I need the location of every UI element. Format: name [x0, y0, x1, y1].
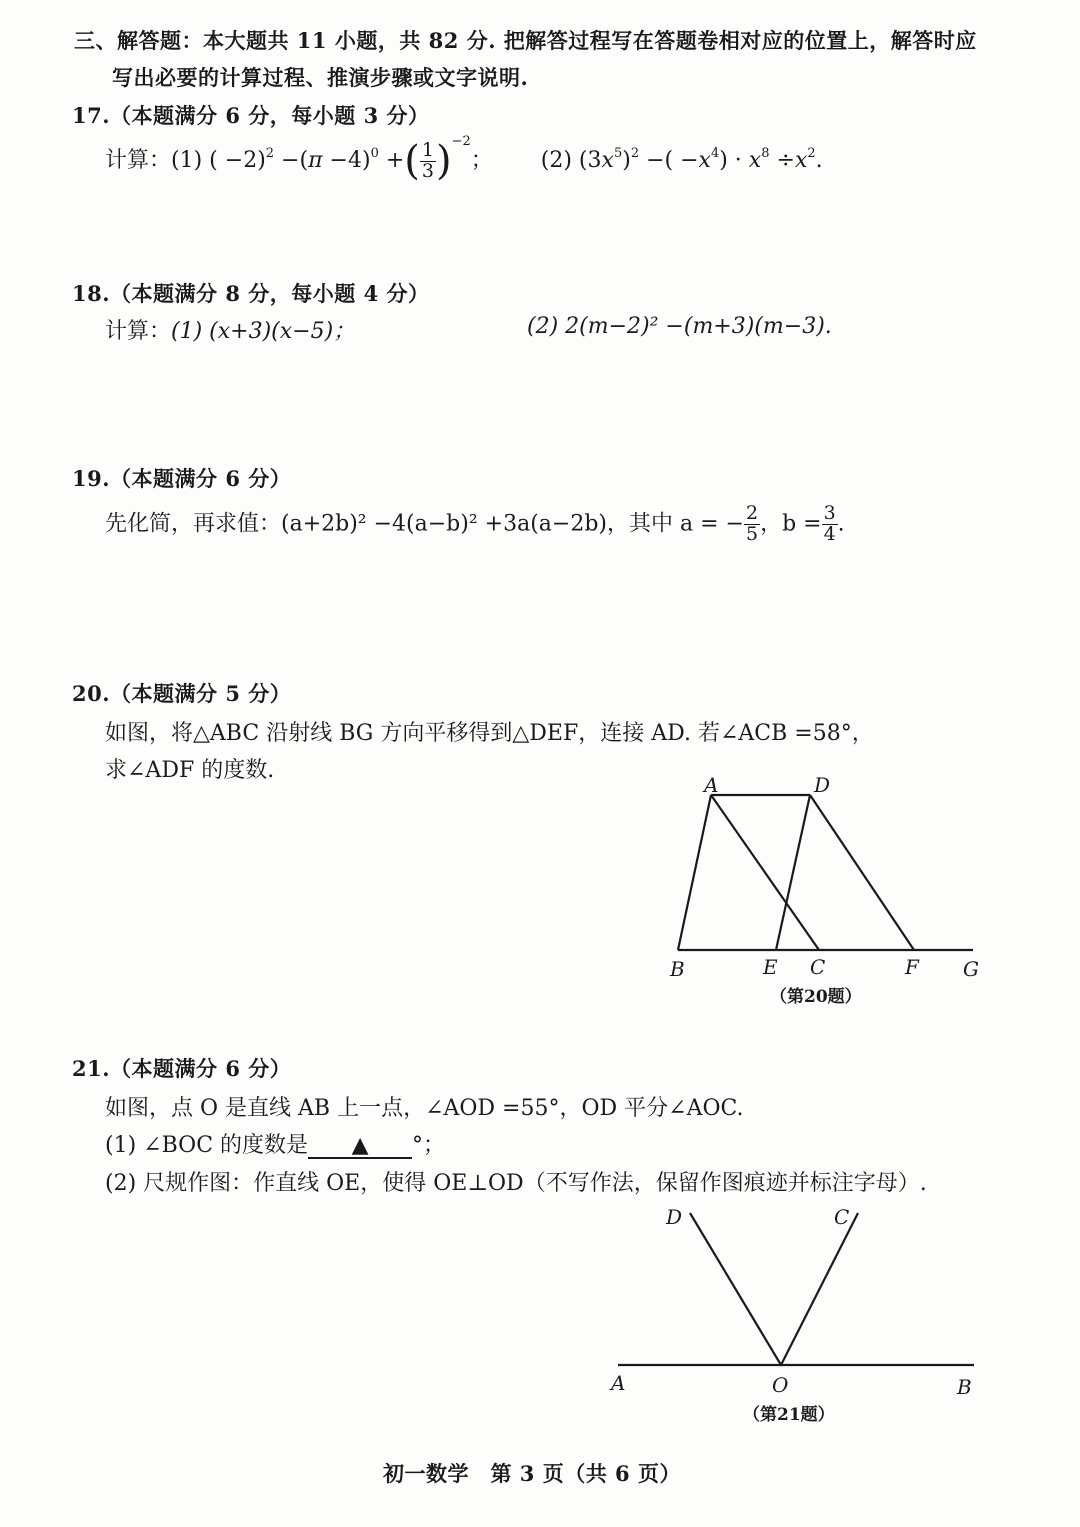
q20-heading: 20.（本题满分 5 分）: [72, 681, 292, 706]
q17-part2-label: (2): [540, 148, 572, 173]
ray-od: [690, 1213, 781, 1365]
label-c: C: [834, 1205, 850, 1229]
segment-de: [776, 795, 810, 950]
label-f: F: [905, 955, 919, 979]
q21-heading: 21.（本题满分 6 分）: [72, 1056, 292, 1081]
q19-expression: 先化简，再求值：(a+2b)² −4(a−b)² +3a(a−2b)，其中 a = − $\frac{2}{5}$ ，b = $\frac{3}{4}$ .: [105, 502, 845, 545]
q18-label: 计算：: [105, 319, 172, 344]
label-b: B: [670, 957, 685, 980]
label-a: A: [704, 773, 719, 797]
q19-fraction-b: $\frac{3}{4}$: [823, 502, 836, 545]
page-footer: 初一数学 第 3 页（共 6 页）: [383, 1461, 681, 1486]
q21-line1: 如图，点 O 是直线 AB 上一点，∠AOD =55°，OD 平分∠AOC.: [105, 1096, 744, 1121]
segment-df: [810, 795, 914, 950]
q20-figure: [640, 765, 1000, 980]
label-c: C: [810, 955, 826, 979]
label-d: D: [814, 773, 831, 797]
q21-caption: （第21题）: [743, 1405, 835, 1425]
q20-caption: （第20题）: [770, 987, 862, 1007]
label-a: A: [611, 1371, 626, 1395]
segment-ac: [711, 795, 819, 950]
q21-figure: [600, 1200, 990, 1400]
label-e: E: [763, 955, 778, 979]
answer-blank[interactable]: ▲: [308, 1135, 412, 1159]
label-g: G: [963, 957, 979, 980]
ray-oc: [781, 1213, 858, 1365]
section-instructions-line1: 三、解答题：本大题共 11 小题，共 82 分. 把解答过程写在答题卷相对应的位置上，解答时应: [74, 28, 977, 53]
label-b: B: [957, 1375, 972, 1399]
label-d: D: [666, 1205, 683, 1229]
q18-part2: (2) 2(m−2)² −(m+3)(m−3).: [527, 314, 832, 339]
q19-fraction-a: $\frac{2}{5}$: [745, 502, 759, 545]
q18-heading: 18.（本题满分 8 分，每小题 4 分）: [72, 281, 430, 306]
q17-part1-label: (1): [171, 148, 203, 173]
q18-part1: (1) (x+3)(x−5)；: [171, 319, 356, 344]
q17-expressions: 计算：(1) ( $-2)^2 -(\pi -4)^0$ +( $\frac{1}{3}$ )$^{-2}$； (2) $(3x^5)^2$ −( $-x^4) \cdot x^8 \div x^2$.: [105, 134, 823, 184]
q19-heading: 19.（本题满分 6 分）: [72, 466, 292, 491]
label-o: O: [772, 1373, 789, 1397]
q20-line1: 如图，将△ABC 沿射线 BG 方向平移得到△DEF，连接 AD. 若∠ACB =58°，: [105, 721, 874, 746]
q20-line2: 求∠ADF 的度数.: [105, 758, 275, 783]
q17-heading: 17.（本题满分 6 分，每小题 3 分）: [72, 103, 430, 128]
section-instructions-line2: 写出必要的计算过程、推演步骤或文字说明.: [112, 65, 529, 90]
segment-ab: [678, 795, 711, 950]
q21-part1: (1) ∠BOC 的度数是 ▲ °；: [105, 1133, 446, 1158]
q17-label: 计算：: [105, 148, 172, 173]
q19-mid: ，b =: [760, 511, 822, 537]
q21-part2: (2) 尺规作图：作直线 OE，使得 OE⊥OD（不写作法，保留作图痕迹并标注字母）.: [105, 1171, 927, 1196]
q19-text: 先化简，再求值：(a+2b)² −4(a−b)² +3a(a−2b)，其中 a = −: [105, 511, 744, 537]
